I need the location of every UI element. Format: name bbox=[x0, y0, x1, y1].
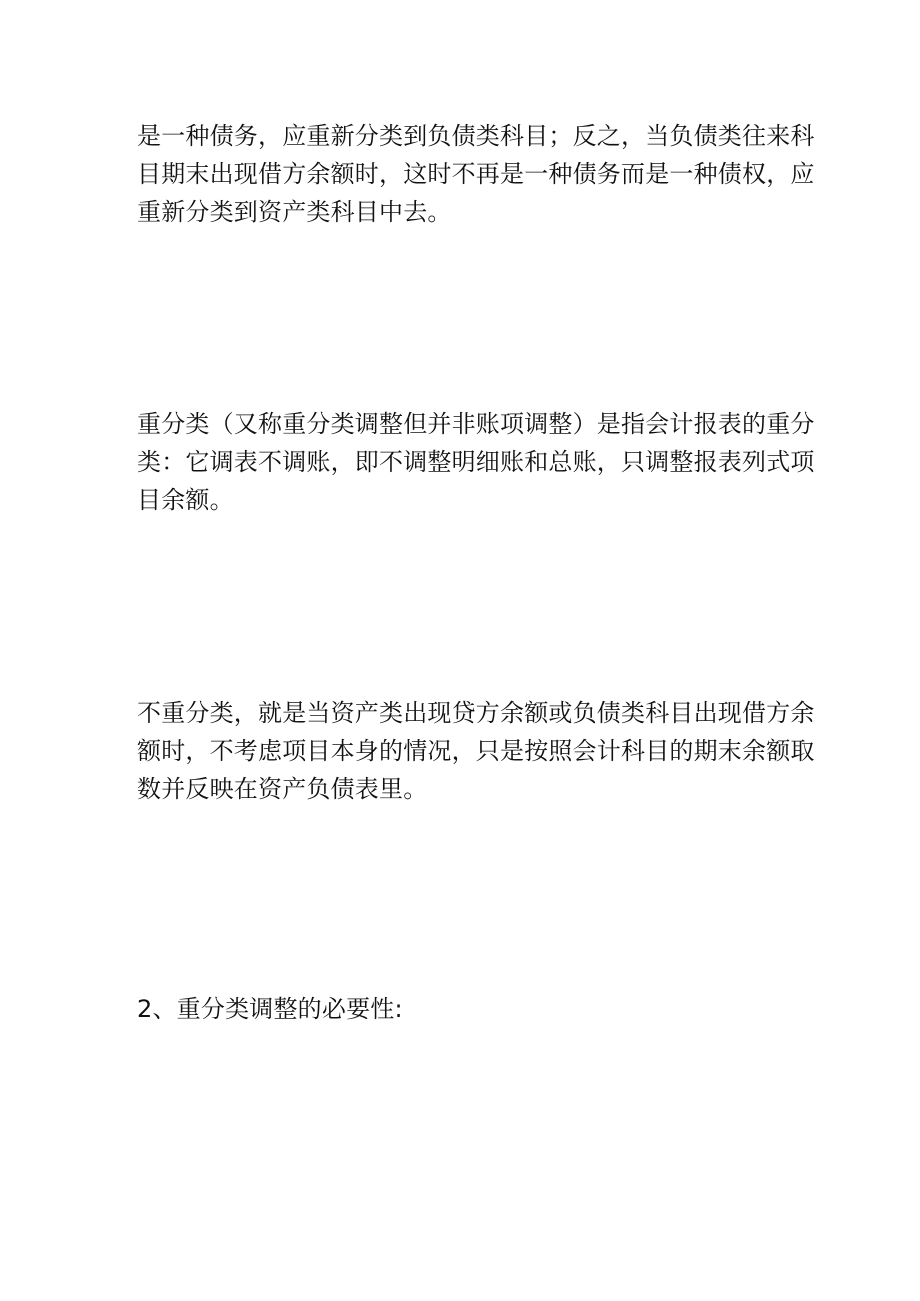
text-line: 类：它调表不调账，即不调整明细账和总账，只调整报表列式项 bbox=[137, 448, 815, 476]
text-line: 重分类（又称重分类调整但并非账项调整）是指会计报表的重分 bbox=[137, 410, 815, 438]
text-line: 额时，不考虑项目本身的情况，只是按照会计科目的期末余额取 bbox=[137, 737, 815, 765]
text-line: 不重分类，就是当资产类出现贷方余额或负债类科目出现借方余 bbox=[137, 699, 815, 727]
heading-line: 2、重分类调整的必要性: bbox=[137, 995, 403, 1023]
text-line: 重新分类到资产类科目中去。 bbox=[137, 198, 452, 226]
text-line: 目期末出现借方余额时，这时不再是一种债务而是一种债权，应 bbox=[137, 160, 815, 188]
text-line: 目余额。 bbox=[137, 486, 234, 514]
text-line: 是一种债务，应重新分类到负债类科目；反之，当负债类往来科 bbox=[137, 122, 815, 150]
paragraph-reclassification-debt bbox=[137, 117, 815, 231]
paragraph-reclassification-definition bbox=[137, 405, 815, 519]
text-line: 数并反映在资产负债表里。 bbox=[137, 775, 428, 803]
paragraph-no-reclassification bbox=[137, 694, 815, 808]
section-heading-necessity bbox=[137, 990, 787, 1028]
